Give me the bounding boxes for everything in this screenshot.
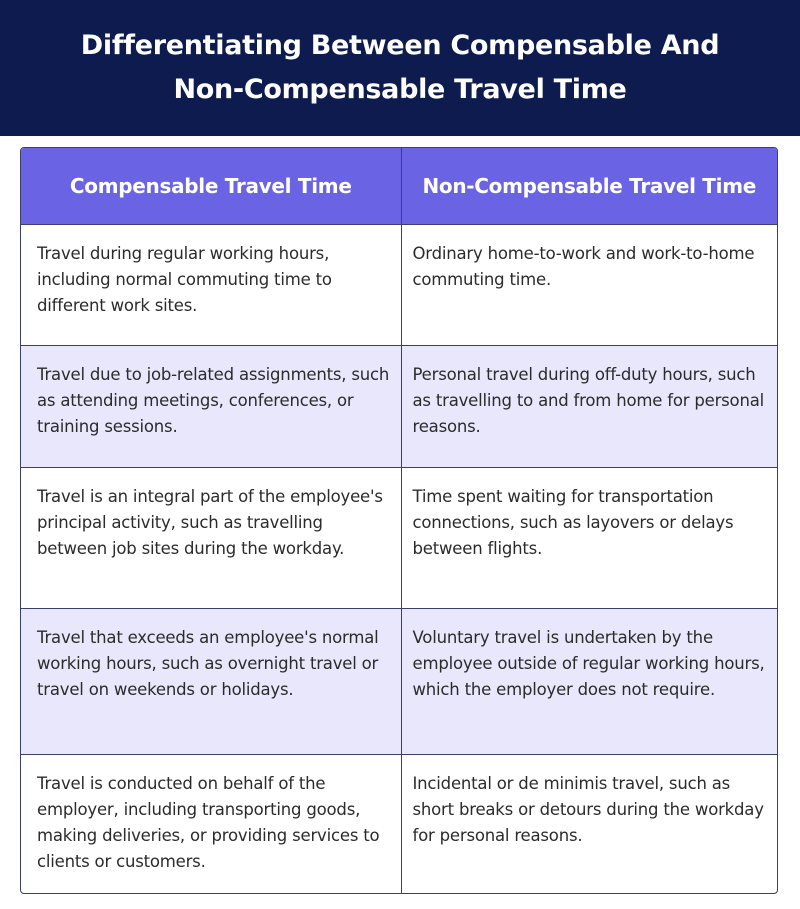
compensable-cell: Travel that exceeds an employee's normal working hours, such as overnight travel or travel on weekends or holidays.	[21, 608, 401, 754]
comparison-table-container	[20, 147, 778, 894]
table-header-row	[21, 148, 777, 224]
table-row	[21, 345, 777, 467]
compensable-cell: Travel is conducted on behalf of the employer, including transporting goods, making deliveries, or providing services to clients or customers.	[21, 754, 401, 894]
non-compensable-cell: Time spent waiting for transportation connections, such as layovers or delays between flights.	[401, 467, 777, 608]
table-row	[21, 754, 777, 894]
table-row	[21, 608, 777, 754]
compensable-cell: Travel is an integral part of the employee's principal activity, such as travelling between job sites during the workday.	[21, 467, 401, 608]
page-title-line-1: Differentiating Between Compensable And	[80, 30, 720, 61]
table-row	[21, 467, 777, 608]
column-header-compensable: Compensable Travel Time	[21, 148, 401, 224]
non-compensable-cell: Personal travel during off-duty hours, such as travelling to and from home for personal reasons.	[401, 345, 777, 467]
page-title	[81, 24, 720, 112]
comparison-table	[21, 148, 777, 894]
non-compensable-cell: Voluntary travel is undertaken by the employee outside of regular working hours, which the employer does not require.	[401, 608, 777, 754]
non-compensable-cell: Incidental or de minimis travel, such as short breaks or detours during the workday for personal reasons.	[412, 773, 764, 845]
page-title-line-2: Non-Compensable Travel Time	[173, 74, 627, 105]
compensable-cell: Travel due to job-related assignments, such as attending meetings, conferences, or training sessions.	[21, 345, 401, 467]
title-banner	[0, 0, 800, 136]
non-compensable-cell: Ordinary home-to-work and work-to-home commuting time.	[401, 224, 777, 345]
table-row	[21, 224, 777, 345]
compensable-cell: Travel during regular working hours, including normal commuting time to different work sites.	[21, 224, 401, 345]
column-header-non-compensable: Non-Compensable Travel Time	[401, 148, 777, 224]
